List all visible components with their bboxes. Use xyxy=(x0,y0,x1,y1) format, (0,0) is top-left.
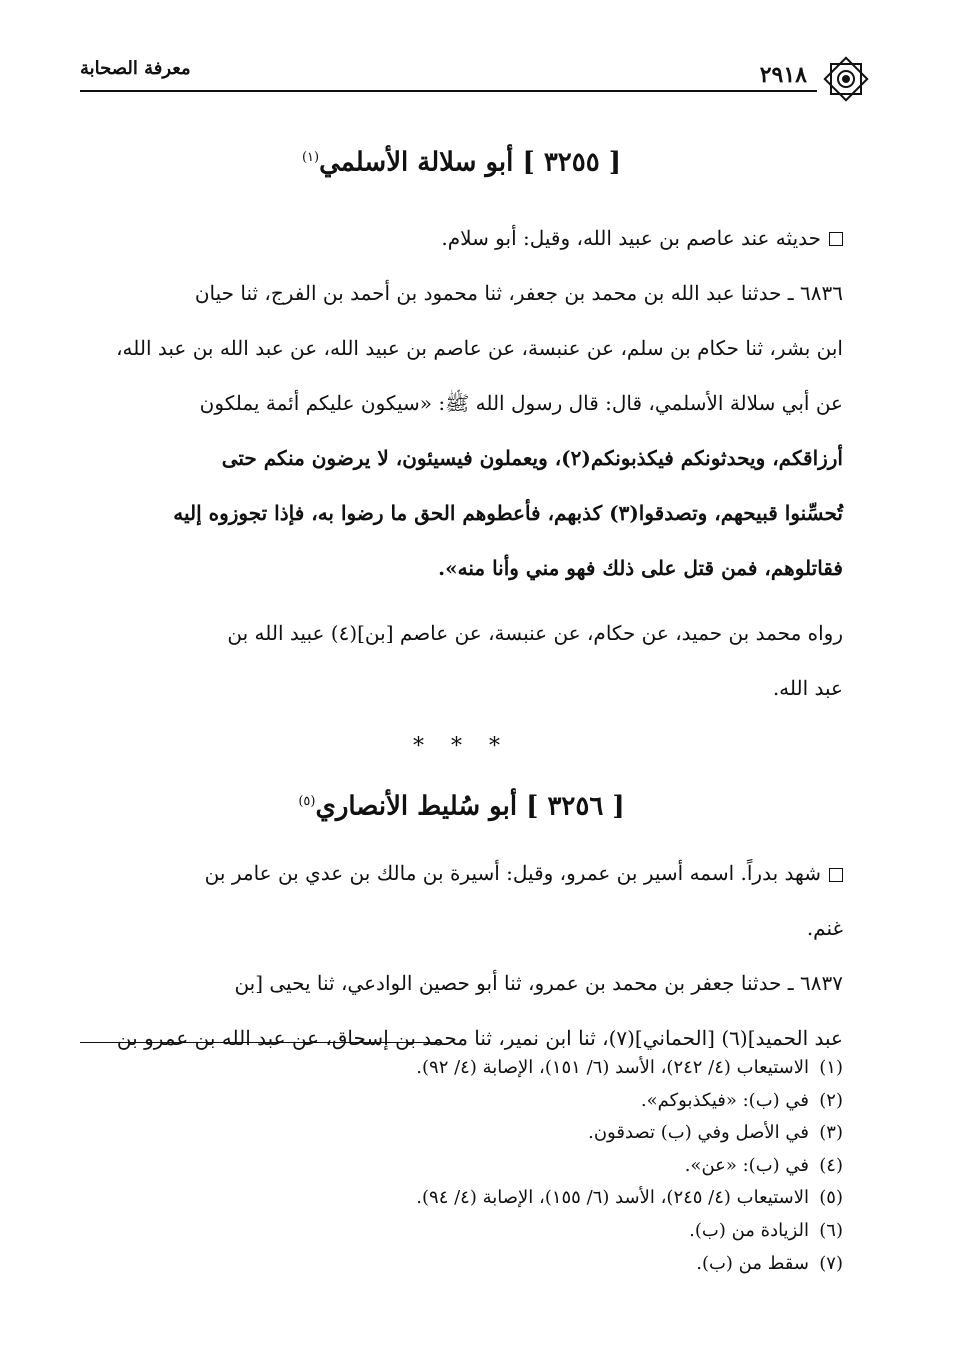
footnote-ref-5: (٥) xyxy=(298,793,316,809)
hadith-line: فقاتلوهم، فمن قتل على ذلك فهو مني وأنا منه». xyxy=(438,555,843,580)
footnote-text: سقط من (ب). xyxy=(696,1252,809,1274)
footnotes-list xyxy=(80,1052,843,1280)
hadith-line: أرزاقكم، ويحدثونكم فيكذبونكم(٢)، ويعملون فيسيئون، لا يرضون منكم حتى xyxy=(221,445,843,470)
footnote-text: في (ب): «فيكذبوكم». xyxy=(640,1089,809,1111)
entry-intro-2-line xyxy=(80,846,843,901)
entry-title-2 xyxy=(80,772,843,837)
footnote-text: الاستيعاب (٤/ ٢٤٢)، الأسد (٦/ ١٥١)، الإصابة (٤/ ٩٢). xyxy=(416,1057,809,1078)
footnote-text: في (ب): «عن». xyxy=(684,1154,809,1176)
hadith-line: عن أبي سلالة الأسلمي، قال: قال رسول الله ﷺ: «سيكون عليكم أئمة يملكون xyxy=(199,390,843,415)
riwaya-line: رواه محمد بن حميد، عن حكام، عن عنبسة، عن عاصم [بن](٤) عبيد الله بن xyxy=(227,620,843,645)
footnote-item xyxy=(80,1150,843,1183)
footnote-number: (٧) xyxy=(819,1252,843,1274)
hadith-line: عبد الحميد](٦) [الحماني](٧)، ثنا ابن نمير، ثنا محمد بن إسحاق، عن عبد الله بن عمرو بن xyxy=(116,1026,843,1051)
footnote-item xyxy=(80,1248,843,1281)
entry-title-1-text: [ ٣٢٥٥ ] أبو سلالة الأسلمي xyxy=(319,147,622,178)
footnote-text: الاستيعاب (٤/ ٢٤٥)، الأسد (٦/ ١٥٥)، الإصابة (٤/ ٩٤). xyxy=(416,1187,809,1209)
footnote-number: (٢) xyxy=(819,1089,843,1111)
footnote-text: الزيادة من (ب). xyxy=(689,1219,809,1241)
hadith-line: ٦٨٣٦ ـ حدثنا عبد الله بن محمد بن جعفر، ثنا محمود بن أحمد بن الفرج، ثنا حيان xyxy=(194,280,843,305)
hadith-line: تُحسِّنوا قبيحهم، وتصدقوا(٣) كذبهم، فأعطوهم الحق ما رضوا به، فإذا تجوزوه إليه xyxy=(173,500,843,525)
square-bullet-icon xyxy=(829,232,843,246)
footnote-number: (٥) xyxy=(819,1187,843,1209)
footnote-item xyxy=(80,1085,843,1118)
entry-intro-1 xyxy=(80,211,843,266)
page-header xyxy=(80,52,873,102)
square-bullet-icon xyxy=(829,868,843,882)
hadith-line: ٦٨٣٧ ـ حدثنا جعفر بن محمد بن عمرو، ثنا أبو حصين الوادعي، ثنا يحيى [بن xyxy=(234,971,843,996)
entry-intro-2-line: غنم. xyxy=(806,916,843,941)
hadith-6837 xyxy=(80,956,843,1066)
footnote-item xyxy=(80,1052,843,1085)
footnote-number: (٤) xyxy=(819,1154,843,1176)
entry-intro-2-text: شهد بدراً. اسمه أسير بن عمرو، وقيل: أسيرة بن مالك بن عدي بن عامر بن xyxy=(204,861,821,886)
entry-intro-1-text: حديثه عند عاصم بن عبيد الله، وقيل: أبو سلام. xyxy=(441,225,821,250)
entry-intro-2 xyxy=(80,846,843,956)
footnote-item xyxy=(80,1117,843,1150)
footnote-number: (٣) xyxy=(819,1122,843,1144)
entry-title-2-text: [ ٣٢٥٦ ] أبو سُليط الأنصاري xyxy=(315,791,625,822)
footnote-rule xyxy=(80,1042,440,1043)
hadith-6836 xyxy=(80,266,843,596)
footnote-item xyxy=(80,1182,843,1215)
footnote-number: (٦) xyxy=(819,1219,843,1241)
footnote-text: في الأصل وفي (ب) تصدقون. xyxy=(588,1122,809,1144)
hadith-line: ابن بشر، ثنا حكام بن سلم، عن عنبسة، عن عاصم بن عبيد الله، عن عبد الله بن عبد الله، xyxy=(116,335,843,360)
main-content xyxy=(80,128,843,1066)
footnote-number: (١) xyxy=(819,1057,843,1078)
riwaya-line: عبد الله. xyxy=(772,675,843,700)
header-rule xyxy=(80,90,817,92)
footnote-item xyxy=(80,1215,843,1248)
entry-title-1 xyxy=(80,128,843,193)
footnote-ref-1: (١) xyxy=(301,150,320,165)
riwaya-note xyxy=(80,606,843,716)
book-title: معرفة الصحابة xyxy=(80,58,191,79)
section-separator: * * * xyxy=(413,733,510,759)
ornament-icon xyxy=(819,52,873,106)
page-number: ٢٩١٨ xyxy=(759,62,807,88)
